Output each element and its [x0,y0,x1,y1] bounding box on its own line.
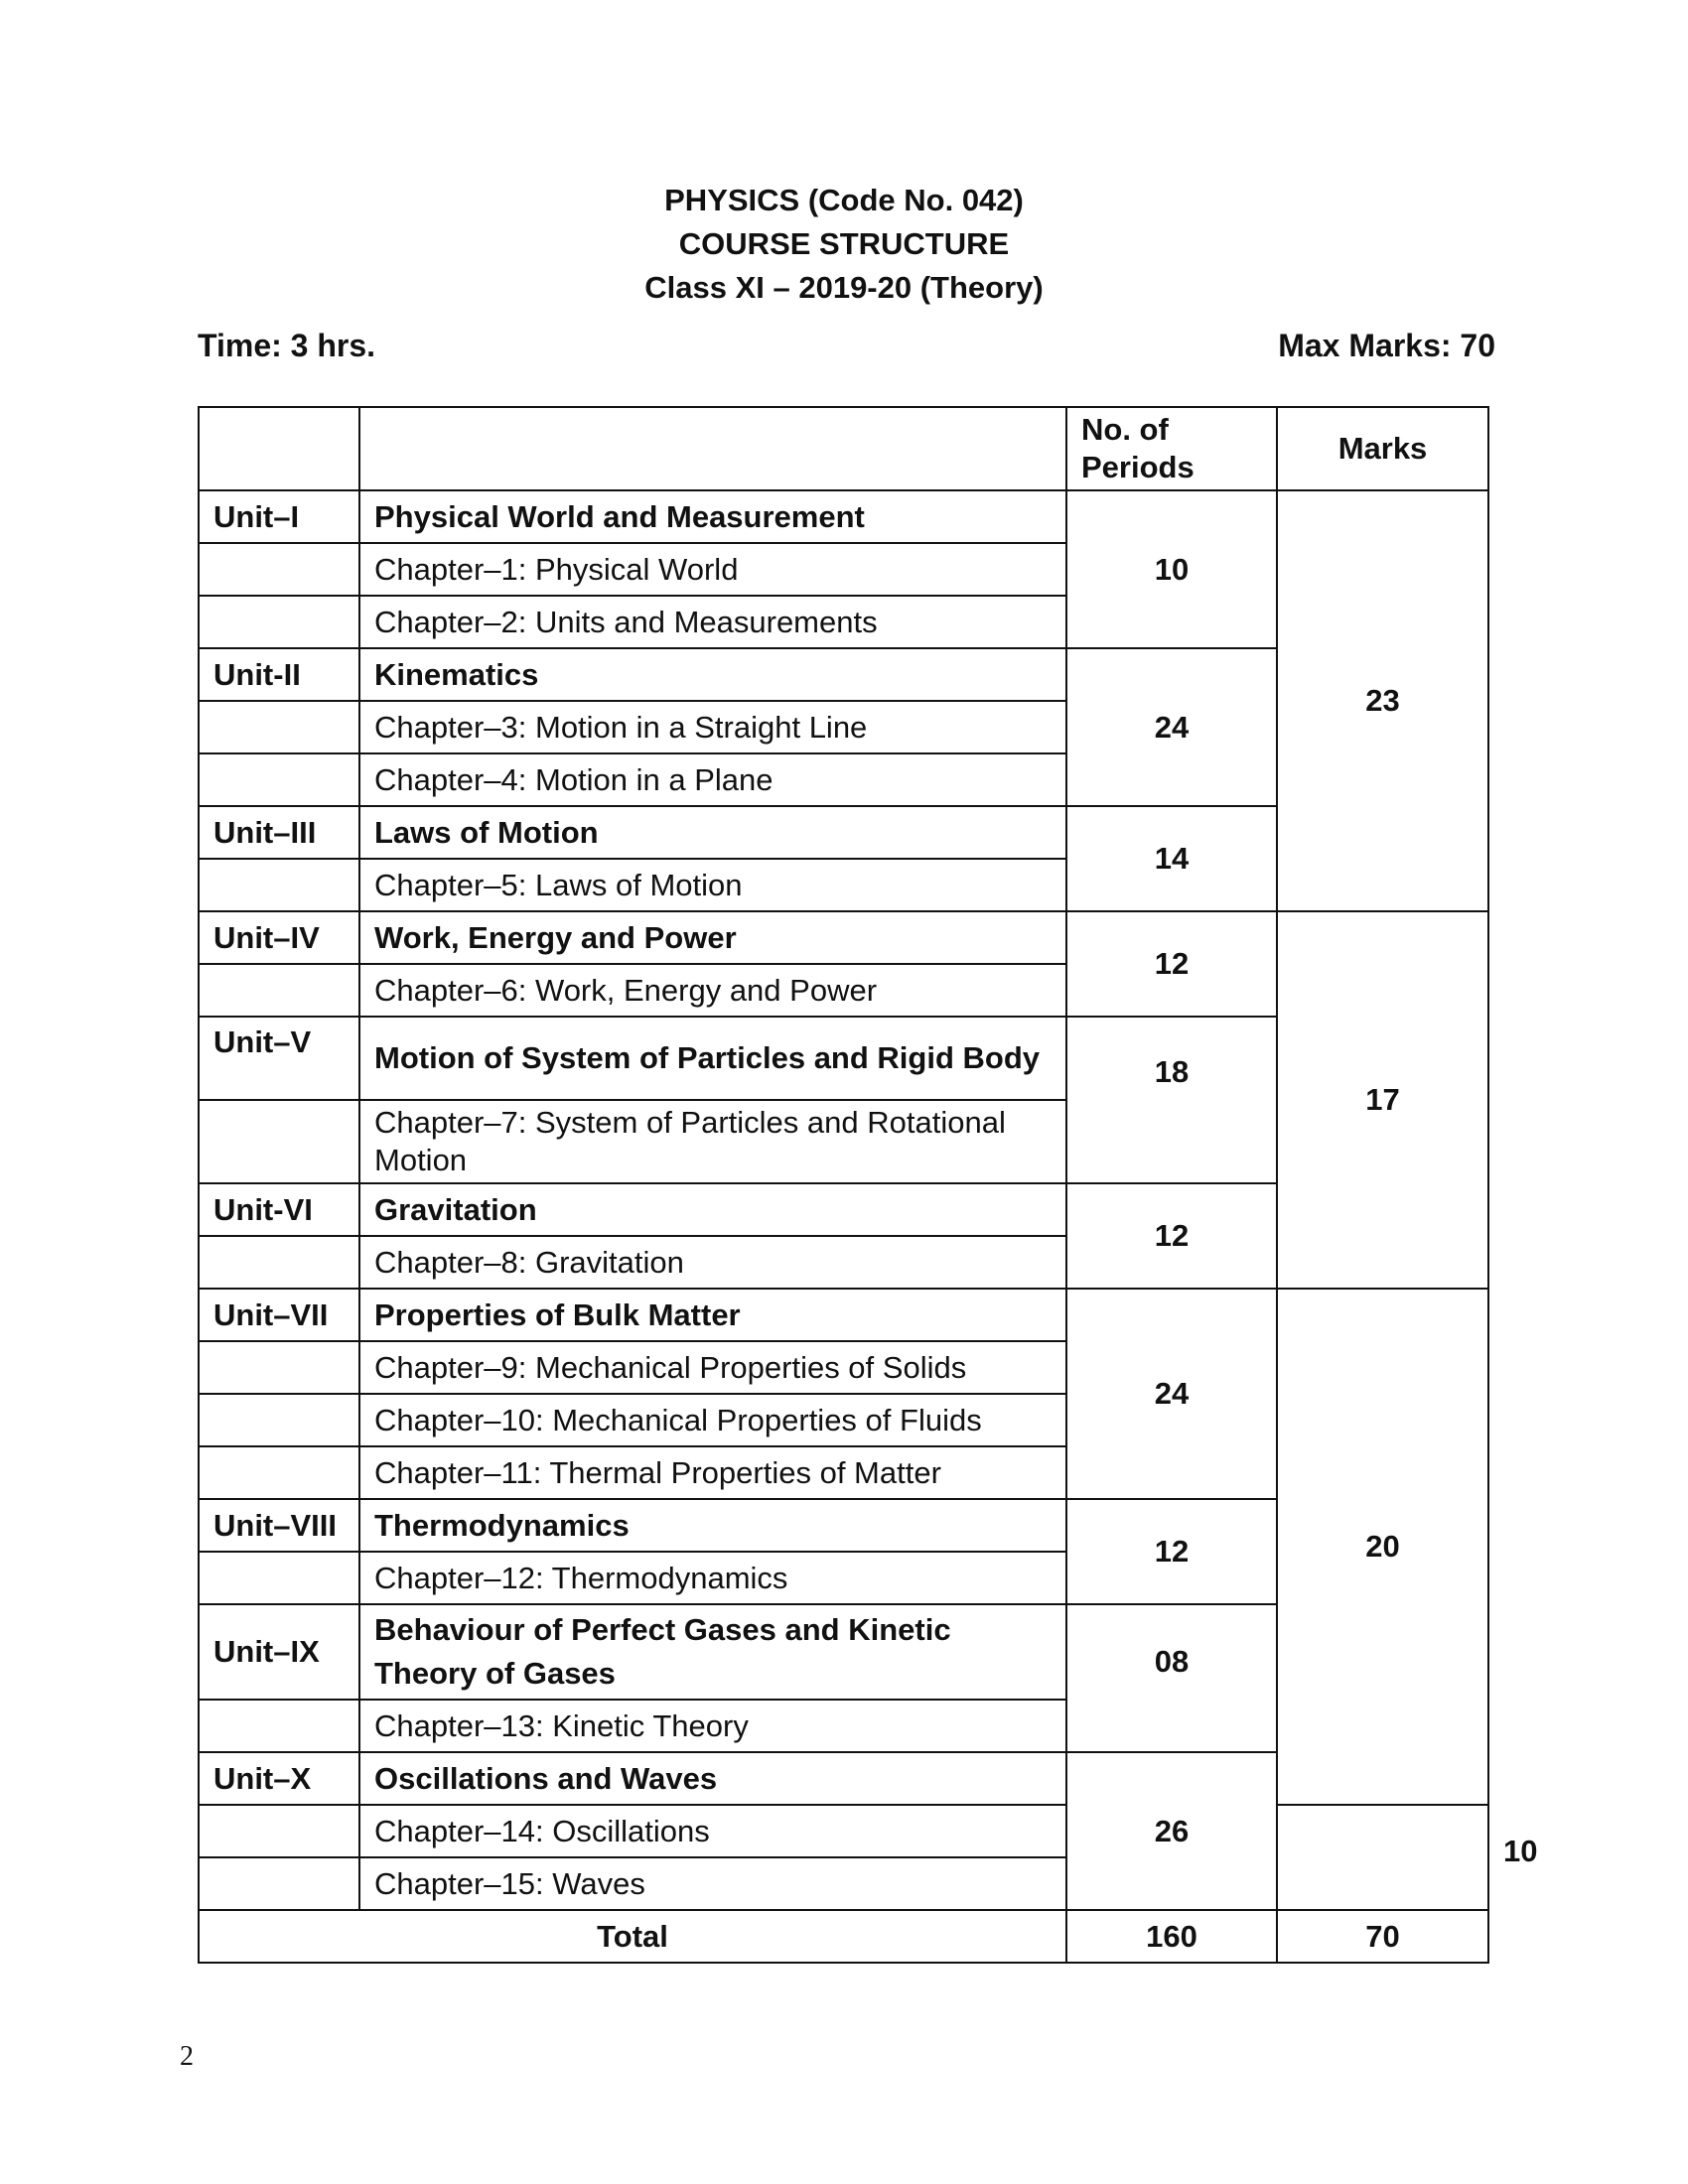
chapter-label: Chapter–9: Mechanical Properties of Solids [359,1341,1066,1394]
unit-periods: 12 [1066,1499,1277,1604]
page-number: 2 [180,2041,194,2072]
chapter-label: Chapter–14: Oscillations [359,1805,1066,1857]
table-row: Unit–X Oscillations and Waves 26 10 [199,1752,1488,1805]
unit-label: Unit–VII [199,1289,359,1341]
unit-blank [199,1236,359,1289]
table-row [199,911,1488,964]
unit-blank [199,596,359,648]
max-marks-label: Max Marks: 70 [1278,328,1495,363]
table-row [199,1289,1488,1341]
unit-blank [199,1857,359,1910]
marks-group: 23 [1277,490,1488,911]
unit-blank [199,1100,359,1183]
unit-blank [199,1341,359,1394]
chapter-label: Chapter–4: Motion in a Plane [359,753,1066,806]
unit-blank [199,1446,359,1499]
total-periods: 160 [1066,1910,1277,1963]
time-label: Time: 3 hrs. [198,328,376,363]
unit-periods: 08 [1066,1604,1277,1752]
chapter-label: Chapter–3: Motion in a Straight Line [359,701,1066,753]
header-blank-unit [199,407,359,490]
chapter-label: Chapter–13: Kinetic Theory [359,1700,1066,1752]
unit-periods: 26 [1066,1752,1277,1910]
unit-label: Unit–III [199,806,359,859]
chapter-label: Chapter–12: Thermodynamics [359,1552,1066,1604]
unit-title: Laws of Motion [359,806,1066,859]
chapter-label: Chapter–6: Work, Energy and Power [359,964,1066,1017]
chapter-label: Chapter–15: Waves [359,1857,1066,1910]
total-marks: 70 [1277,1910,1488,1963]
unit-title: Oscillations and Waves [359,1752,1066,1805]
unit-blank [199,964,359,1017]
total-row [199,1910,1488,1963]
marks-group: 17 [1277,911,1488,1289]
unit-label: Unit–V [199,1017,359,1100]
total-label: Total [199,1910,1066,1963]
unit-blank [199,1805,359,1857]
class-title: Class XI – 2019-20 (Theory) [644,270,1044,305]
unit-label: Unit–IV [199,911,359,964]
unit-blank [199,859,359,911]
chapter-label: Chapter–8: Gravitation [359,1236,1066,1289]
header-marks: Marks [1277,407,1488,490]
subject-title: PHYSICS (Code No. 042) [664,183,1024,217]
unit-title: Gravitation [359,1183,1066,1236]
unit-label: Unit–X [199,1752,359,1805]
table-header-row [199,407,1488,490]
chapter-label: Chapter–2: Units and Measurements [359,596,1066,648]
table-row [199,490,1488,543]
header-blank-topic [359,407,1066,490]
document-header [0,179,1688,310]
unit-blank [199,1552,359,1604]
chapter-label: Chapter–1: Physical World [359,543,1066,596]
unit-blank [199,753,359,806]
unit-title: Kinematics [359,648,1066,701]
unit-title: Thermodynamics [359,1499,1066,1552]
table-row [199,1857,1488,1910]
unit-blank [199,1394,359,1446]
unit-blank [199,701,359,753]
table-row [199,1805,1488,1857]
unit-periods: 12 [1066,911,1277,1017]
unit-label: Unit–IX [199,1604,359,1700]
unit-periods: 14 [1066,806,1277,911]
chapter-label: Chapter–10: Mechanical Properties of Fluids [359,1394,1066,1446]
course-structure-table [198,406,1538,1964]
unit-title: Physical World and Measurement [359,490,1066,543]
unit-periods: 10 [1066,490,1277,648]
unit-blank [199,543,359,596]
unit-title: Motion of System of Particles and Rigid Body [359,1017,1066,1100]
chapter-label: Chapter–5: Laws of Motion [359,859,1066,911]
unit-label: Unit–VIII [199,1499,359,1552]
chapter-label: Chapter–7: System of Particles and Rotational Motion [359,1100,1066,1183]
unit-title: Properties of Bulk Matter [359,1289,1066,1341]
unit-title: Behaviour of Perfect Gases and Kinetic Theory of Gases [359,1604,1066,1700]
unit-periods: 24 [1066,1289,1277,1499]
unit-periods: 18 [1066,1017,1277,1183]
unit-label: Unit-VI [199,1183,359,1236]
chapter-label: Chapter–11: Thermal Properties of Matter [359,1446,1066,1499]
unit-label: Unit-II [199,648,359,701]
unit-blank [199,1700,359,1752]
unit-label: Unit–I [199,490,359,543]
unit-title: Work, Energy and Power [359,911,1066,964]
unit-periods: 12 [1066,1183,1277,1289]
marks-group: 20 [1277,1289,1488,1805]
course-structure-title: COURSE STRUCTURE [678,226,1010,261]
unit-periods: 24 [1066,648,1277,806]
header-periods: No. of Periods [1066,407,1277,490]
